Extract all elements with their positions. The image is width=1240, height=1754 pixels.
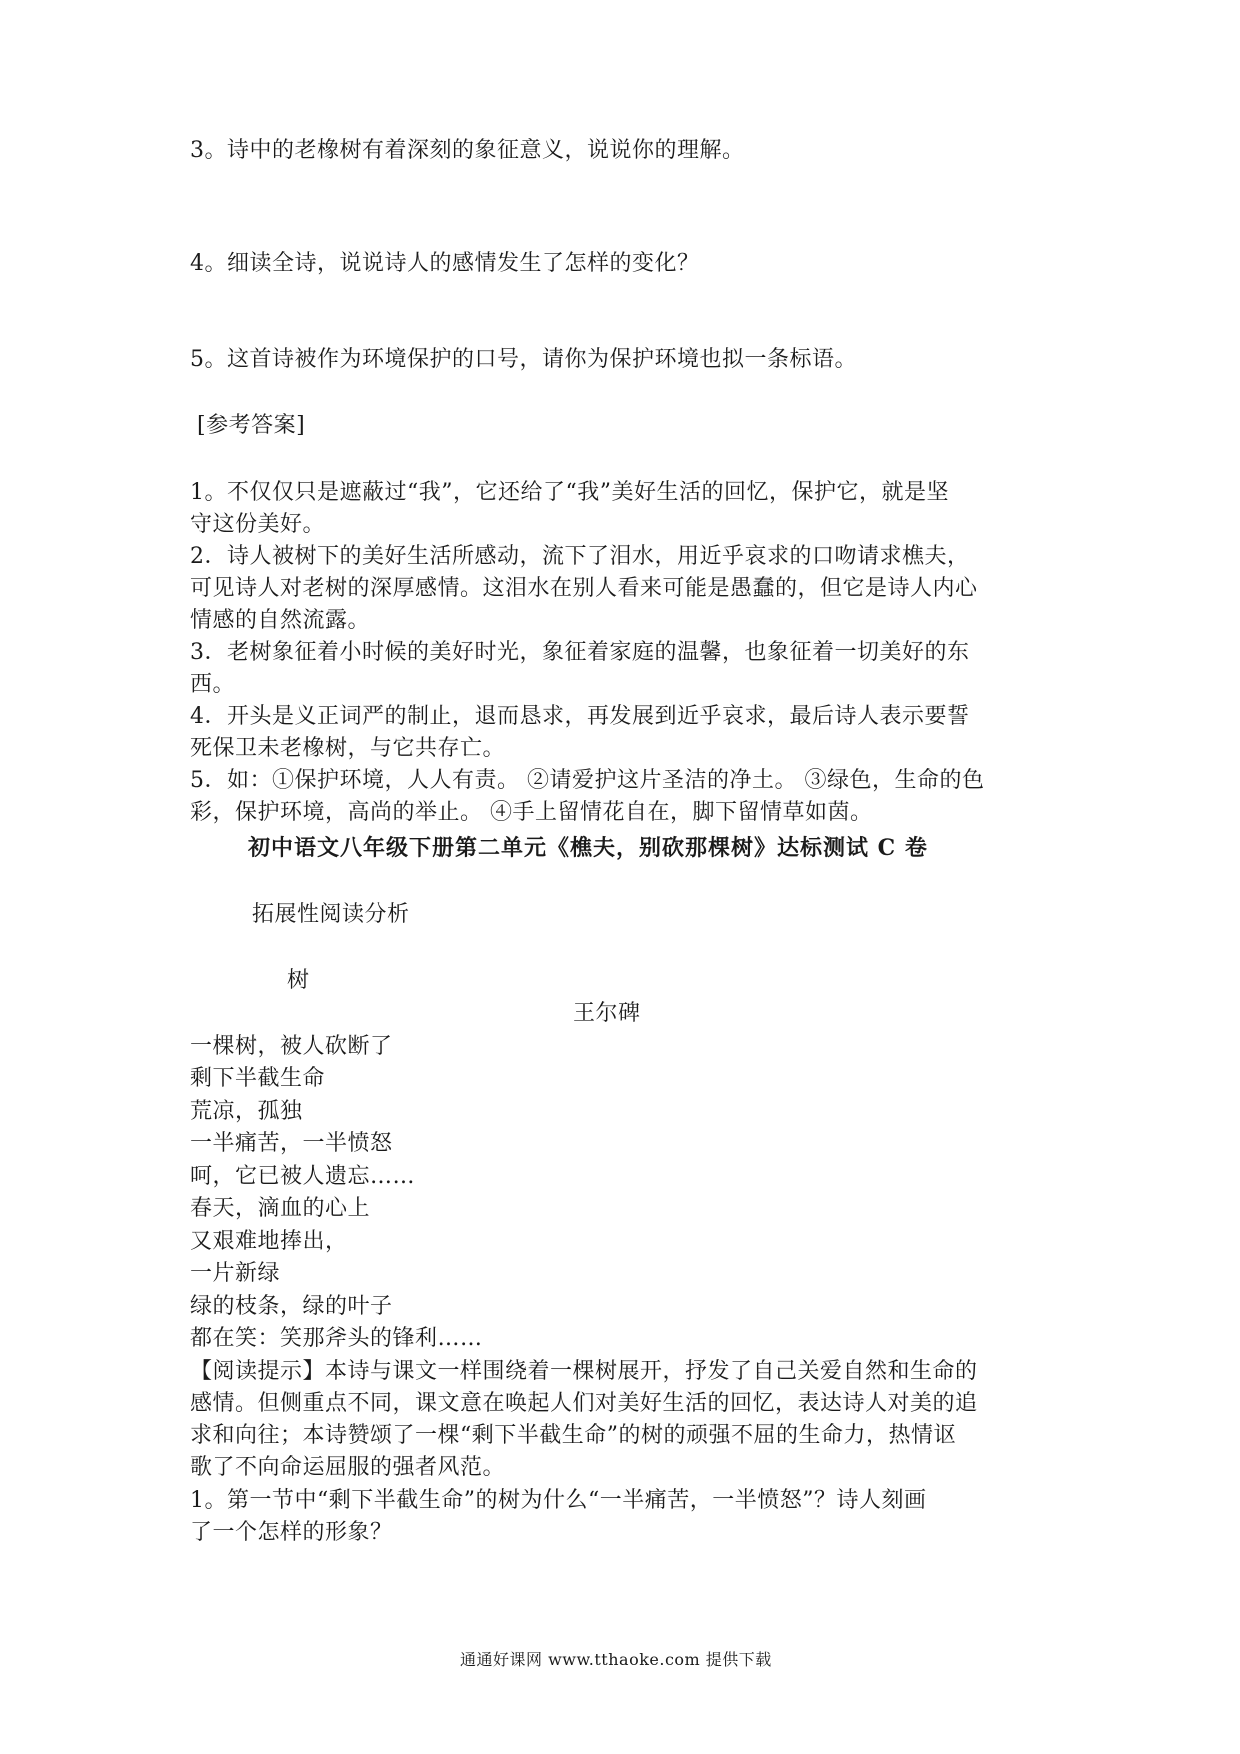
page-footer: 通通好课网 www.tthaoke.com 提供下载 (460, 1650, 772, 1669)
poem-author: 王尔碑 (573, 1001, 641, 1026)
answer-4-line-1: 4．开头是义正词严的制止，退而恳求，再发展到近乎哀求，最后诗人表示要誓 (190, 704, 970, 729)
reading-tip-line-1: 【阅读提示】本诗与课文一样围绕着一棵树展开，抒发了自己关爱自然和生命的 (190, 1359, 978, 1384)
poem-line: 荒凉，孤独 (190, 1099, 303, 1124)
poem-line: 一棵树，被人砍断了 (190, 1034, 393, 1059)
question-3: 3。诗中的老橡树有着深刻的象征意义，说说你的理解。 (190, 138, 745, 163)
poem-line: 绿的枝条，绿的叶子 (190, 1294, 393, 1319)
question-1-line-1: 1。第一节中“剩下半截生命”的树为什么“一半痛苦，一半愤怒”？诗人刻画 (190, 1488, 927, 1513)
poem-line: 呵，它已被人遗忘…… (190, 1164, 416, 1189)
question-4: 4。细读全诗，说说诗人的感情发生了怎样的变化？ (190, 251, 700, 276)
poem-line: 一半痛苦，一半愤怒 (190, 1131, 393, 1156)
answer-2-line-2: 可见诗人对老树的深厚感情。这泪水在别人看来可能是愚蠢的，但它是诗人内心 (190, 576, 978, 601)
answer-1-line-1: 1。不仅仅只是遮蔽过“我”，它还给了“我”美好生活的回忆，保护它，就是坚 (190, 480, 949, 505)
poem-line: 一片新绿 (190, 1261, 281, 1286)
poem-line: 剩下半截生命 (190, 1066, 326, 1091)
answer-1-line-2: 守这份美好。 (190, 512, 326, 537)
answer-4-line-2: 死保卫未老橡树，与它共存亡。 (190, 736, 506, 761)
question-5: 5。这首诗被作为环境保护的口号，请你为保护环境也拟一条标语。 (190, 347, 857, 372)
poem-line: 又艰难地捧出， (190, 1229, 348, 1254)
answer-2-line-1: 2．诗人被树下的美好生活所感动，流下了泪水，用近乎哀求的口吻请求樵夫， (190, 544, 970, 569)
answer-2-line-3: 情感的自然流露。 (190, 608, 371, 633)
answer-3-line-1: 3．老树象征着小时候的美好时光，象征着家庭的温馨，也象征着一切美好的东 (190, 640, 970, 665)
poem-line: 春天，滴血的心上 (190, 1196, 371, 1221)
answers-heading: [参考答案] (197, 413, 306, 438)
reading-tip-line-4: 歌了不向命运屈服的强者风范。 (190, 1455, 506, 1480)
section-title: 初中语文八年级下册第二单元《樵夫，别砍那棵树》达标测试 C 卷 (248, 835, 928, 861)
poem-title: 树 (287, 968, 310, 993)
answer-5-line-1: 5．如：①保护环境，人人有责。 ②请爱护这片圣洁的净土。 ③绿色，生命的色 (190, 768, 985, 793)
section-subtitle: 拓展性阅读分析 (252, 902, 410, 927)
answer-5-line-2: 彩，保护环境，高尚的举止。 ④手上留情花自在，脚下留情草如茵。 (190, 800, 873, 825)
reading-tip-line-2: 感情。但侧重点不同，课文意在唤起人们对美好生活的回忆，表达诗人对美的追 (190, 1391, 978, 1416)
reading-tip-line-3: 求和向往；本诗赞颂了一棵“剩下半截生命”的树的顽强不屈的生命力，热情讴 (190, 1423, 956, 1448)
poem-line: 都在笑：笑那斧头的锋利…… (190, 1326, 483, 1351)
question-1-line-2: 了一个怎样的形象？ (190, 1520, 393, 1545)
answer-3-line-2: 西。 (190, 672, 236, 697)
